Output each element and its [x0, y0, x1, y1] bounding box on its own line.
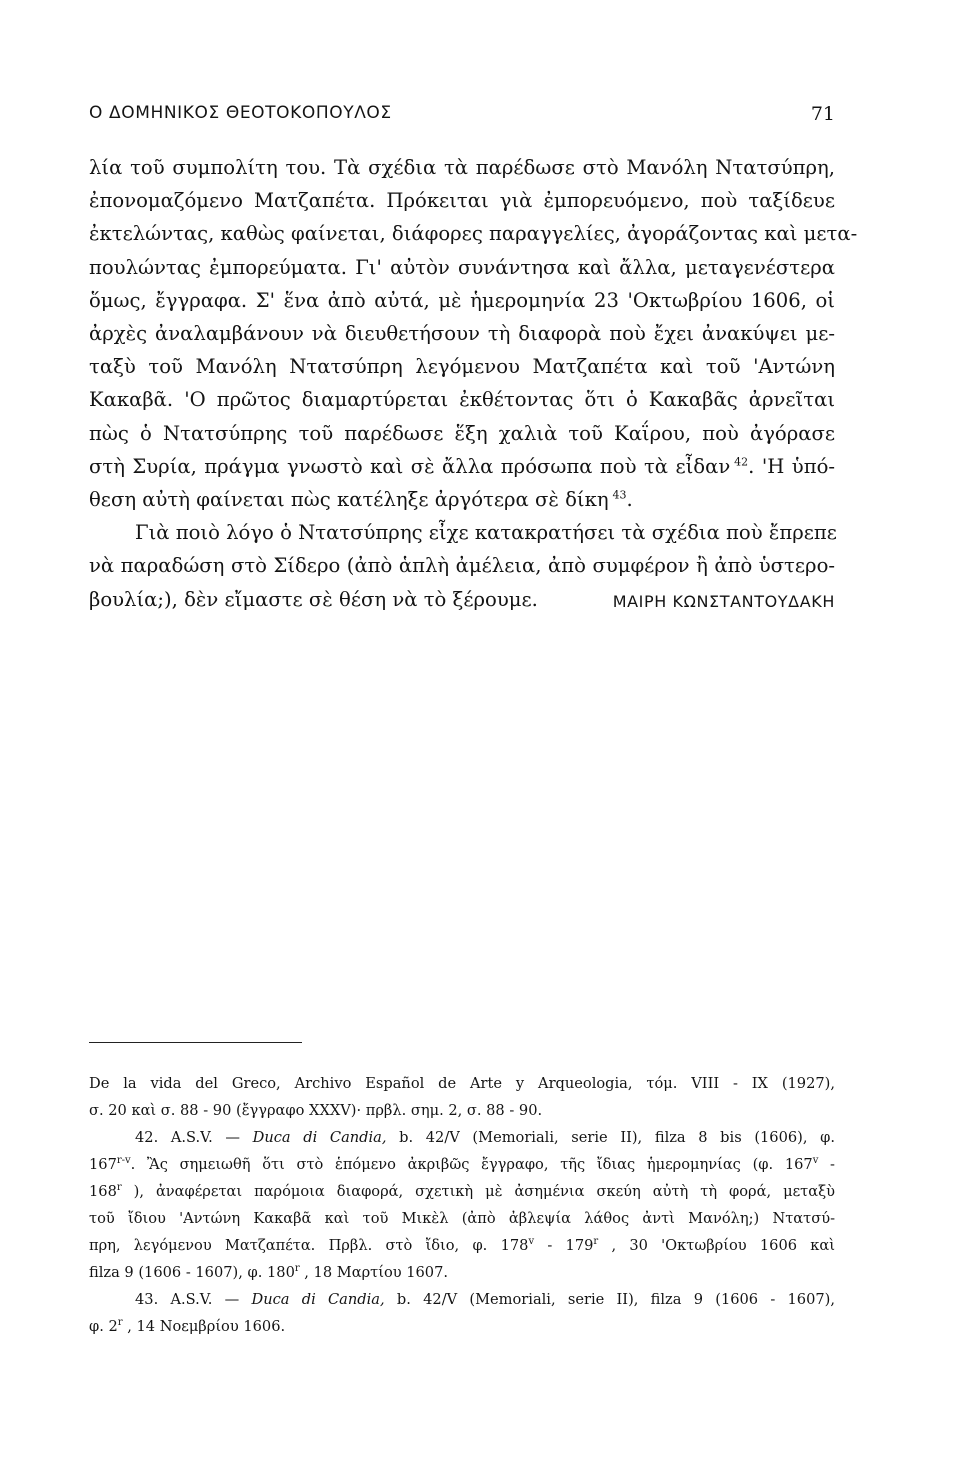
- footnote-separator: [89, 1042, 302, 1043]
- footnote-42: [89, 1124, 835, 1151]
- text-line: Γιὰ ποιὸ λόγο ὁ Ντατσύπρης εἶχε κατακρατήσει τὰ σχέδια ποὺ ἔπρεπε: [135, 521, 837, 545]
- body-text: [89, 151, 858, 616]
- footnote-ref-42[interactable]: 42: [734, 455, 749, 469]
- footnote-43-line: [89, 1313, 835, 1340]
- folio-superscript: r-v: [116, 1155, 131, 1167]
- text-line: βουλία;), δὲν εἴμαστε σὲ θέση νὰ τὸ ξέρουμε.: [89, 587, 538, 611]
- text-segment: - 179: [534, 1237, 594, 1254]
- text-line: ἐπονομαζόμενο Ματζαπέτα. Πρόκειται γιὰ ἐμπορευόμενο, ποὺ ταξίδευε: [89, 189, 835, 213]
- footnote-42-line: [89, 1232, 835, 1259]
- text-segment: φ. 2: [89, 1318, 118, 1335]
- text-segment: b. 42/V (Memoriali, serie II), filza 8 bis (1606), φ.: [386, 1129, 835, 1146]
- footnote-42-line: τοῦ ἴδιου 'Αντώνη Κακαβᾶ καὶ τοῦ Μικὲλ (ἀπὸ ἀβλεψία λάθος ἀντὶ Μανόλη;) Ντατσύ-: [89, 1210, 835, 1227]
- folio-superscript: r: [117, 1317, 123, 1329]
- text-line: πὼς ὁ Ντατσύπρης τοῦ παρέδωσε ἕξη χαλιὰ τοῦ Καΐρου, ποὺ ἀγόρασε: [89, 421, 835, 445]
- text-segment: ), ἀναφέρεται παρόμοια διαφορά, σχετικὴ μὲ ἀσημένια σκεύη αὐτὴ τὴ φορά, μεταξὺ: [121, 1183, 835, 1200]
- footnote-number: 43. A.S.V. —: [135, 1291, 252, 1308]
- author-signature: ΜΑΙΡΗ ΚΩΝΣΤΑΝΤΟΥΔΑΚΗ: [612, 592, 835, 611]
- footnote-number: 42. A.S.V. —: [135, 1129, 253, 1146]
- footnote-41-line: De la vida del Greco, Archivo Español de Arte y Arqueologia, τόμ. VIII - IX (1927),: [89, 1075, 835, 1092]
- text-segment: 167: [89, 1156, 117, 1173]
- text-segment: . 'Η ὑπό-: [748, 454, 835, 478]
- text-segment: 168: [89, 1183, 117, 1200]
- footnote-42-line: [89, 1259, 835, 1286]
- text-segment: πρη, λεγόμενου Ματζαπέτα. Πρβλ. στὸ ἴδιο, φ. 178: [89, 1237, 529, 1254]
- footnote-43: [89, 1286, 835, 1313]
- text-segment: .: [626, 488, 633, 512]
- archive-title: Duca di Candia,: [251, 1291, 385, 1308]
- text-line: πουλώντας ἐμπορεύματα. Γι' αὐτὸν συνάντησα καὶ ἄλλα, μεταγενέστερα: [89, 255, 835, 279]
- folio-superscript: r: [294, 1263, 300, 1275]
- page-header: [89, 103, 835, 133]
- text-segment: , 30 'Οκτωβρίου 1606 καὶ: [598, 1237, 835, 1254]
- running-title: Ο ΔΟΜΗΝΙΚΟΣ ΘΕΟΤΟΚΟΠΟΥΛΟΣ: [89, 103, 392, 123]
- text-line: ταξὺ τοῦ Μανόλη Ντατσύπρη λεγόμενου Ματζαπέτα καὶ τοῦ 'Αντώνη: [89, 355, 835, 379]
- text-segment: θεση αὐτὴ φαίνεται πὼς κατέληξε ἀργότερα σὲ δίκη: [89, 488, 609, 512]
- text-segment: , 14 Νοεμβρίου 1606.: [122, 1318, 286, 1335]
- folio-superscript: r: [116, 1182, 122, 1194]
- folio-superscript: v: [812, 1155, 819, 1167]
- text-line: ὅμως, ἔγγραφα. Σ' ἕνα ἀπὸ αὐτά, μὲ ἡμερομηνία 23 'Οκτωβρίου 1606, οἱ: [89, 288, 835, 312]
- text-line: λία τοῦ συμπολίτη του. Τὰ σχέδια τὰ παρέδωσε στὸ Μανόλη Ντατσύπρη,: [89, 156, 835, 179]
- text-segment: στὴ Συρία, πράγμα γνωστὸ καὶ σὲ ἄλλα πρόσωπα ποὺ τὰ εἶδαν: [89, 454, 731, 478]
- footnote-42-line: [89, 1178, 835, 1205]
- archive-title: Duca di Candia,: [252, 1129, 387, 1146]
- text-segment: filza 9 (1606 - 1607), φ. 180: [89, 1264, 295, 1281]
- text-line: [89, 483, 835, 516]
- footnotes: [89, 1070, 835, 1340]
- text-line: ἐκτελώντας, καθὼς φαίνεται, διάφορες παραγγελίες, ἀγοράζοντας καὶ μετα-: [89, 222, 858, 246]
- text-line: [89, 450, 835, 483]
- text-segment: , 18 Μαρτίου 1607.: [299, 1264, 449, 1281]
- footnote-ref-43[interactable]: 43: [612, 488, 627, 502]
- footnote-41-line: σ. 20 καὶ σ. 88 - 90 (ἔγγραφο XXXV)· πρβλ. σημ. 2, σ. 88 - 90.: [89, 1102, 543, 1119]
- text-segment: -: [818, 1156, 835, 1173]
- footnote-42-line: [89, 1151, 835, 1178]
- text-segment: b. 42/V (Memoriali, serie II), filza 9 (1606 - 1607),: [384, 1291, 835, 1308]
- text-segment: . Ἂς σημειωθῆ ὅτι στὸ ἑπόμενο ἀκριβῶς ἔγγραφο, τῆς ἴδιας ἡμερομηνίας (φ. 167: [130, 1156, 813, 1173]
- text-line: νὰ παραδώση στὸ Σίδερο (ἀπὸ ἁπλὴ ἀμέλεια, ἀπὸ συμφέρον ἢ ἀπὸ ὑστερο-: [89, 554, 835, 578]
- folio-superscript: r: [593, 1236, 599, 1248]
- folio-superscript: v: [528, 1236, 535, 1248]
- text-line: ἀρχὲς ἀναλαμβάνουν νὰ διευθετήσουν τὴ διαφορὰ ποὺ ἔχει ἀνακύψει με-: [89, 322, 835, 346]
- text-line: Κακαβᾶ. 'Ο πρῶτος διαμαρτύρεται ἐκθέτοντας ὅτι ὁ Κακαβᾶς ἀρνεῖται: [89, 388, 835, 412]
- page-number: 71: [810, 103, 835, 125]
